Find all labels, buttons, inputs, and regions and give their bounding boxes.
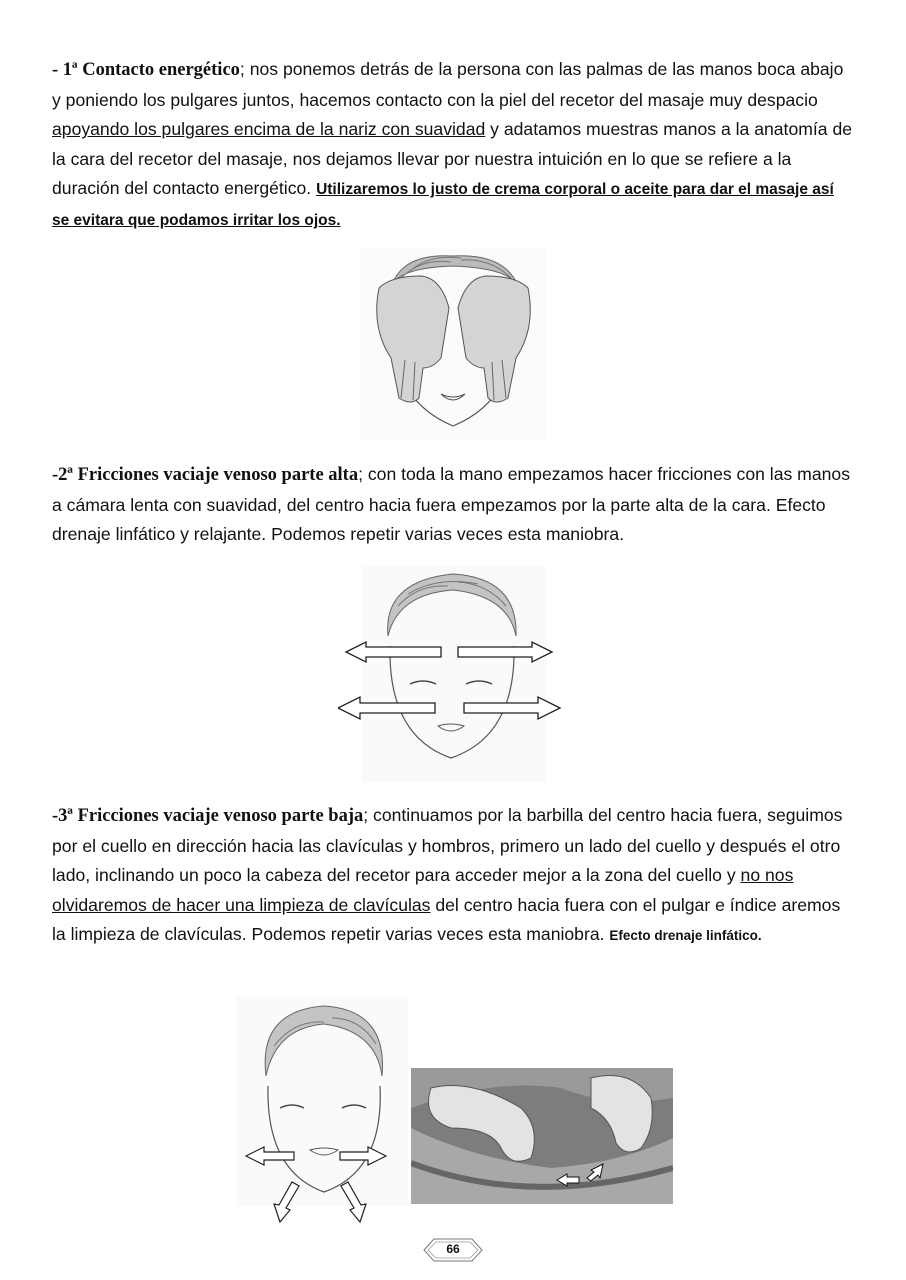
section-3-text-a: ; continuamos por la barbilla del centro hacia fuera, seguimos por el cuello en dirección hacia las clavículas y hombros, primero un lado del cuello y después el otro lado, inclinando un poco la cabeza del recetor para acceder mejor a la zona del cuello y: [52, 805, 843, 886]
section-1-text-b: y adatamos muestras manos a la anatomía de la cara del recetor del masaje, nos dejamos llevar por nuestra intuición en lo que se refiere a la duración del contacto energético.: [52, 119, 853, 199]
section-1-paragraph: [52, 55, 852, 236]
section-3-text-b: del centro hacia fuera con el pulgar e índice aremos la limpieza de clavículas. Podemos repetir varias veces esta maniobra.: [52, 894, 841, 945]
figure-face-lower-arrows: [236, 996, 408, 1224]
section-1-text-a: ; nos ponemos detrás de la persona con las palmas de las manos boca abajo y poniendo los pulgares juntos, hacemos contacto con la piel del recetor del masaje muy despacio: [52, 59, 844, 110]
section-2-paragraph: [52, 460, 852, 550]
page-number-badge: [422, 1236, 484, 1264]
figure-clavicle-photo: [411, 1068, 673, 1204]
section-2-heading: -2ª Fricciones vaciaje venoso parte alta: [52, 465, 359, 485]
section-1-heading: - 1ª Contacto energético: [52, 60, 240, 80]
section-1-underlined: apoyando los pulgares encima de la nariz con suavidad: [52, 119, 486, 140]
face-upper-arrows-illustration: [338, 566, 562, 782]
figure-face-upper-arrows: [338, 566, 562, 782]
section-3-paragraph: [52, 801, 852, 951]
page-number: 66: [446, 1242, 460, 1256]
section-1-warning: Utilizaremos lo justo de crema corporal o aceite para dar el masaje así se evitara que podamos irritar los ojos.: [52, 181, 834, 229]
section-3-underlined: no nos olvidaremos de hacer una limpieza de clavículas: [52, 865, 794, 915]
section-3-heading: -3ª Fricciones vaciaje venoso parte baja: [52, 806, 364, 826]
section-2-text: ; con toda la mano empezamos hacer fricciones con las manos a cámara lenta con suavidad, del centro hacia fuera empezamos por la parte alta de la cara. Efecto drenaje linfático y relajante. Podemos repetir varias veces esta maniobra.: [52, 464, 850, 545]
hands-on-face-illustration: [361, 248, 546, 440]
section-3-effect: Efecto drenaje linfático.: [609, 928, 762, 944]
clavicle-cleaning-photo: [411, 1068, 673, 1204]
face-lower-arrows-illustration: [236, 996, 408, 1224]
figure-hands-on-face: [361, 248, 546, 440]
